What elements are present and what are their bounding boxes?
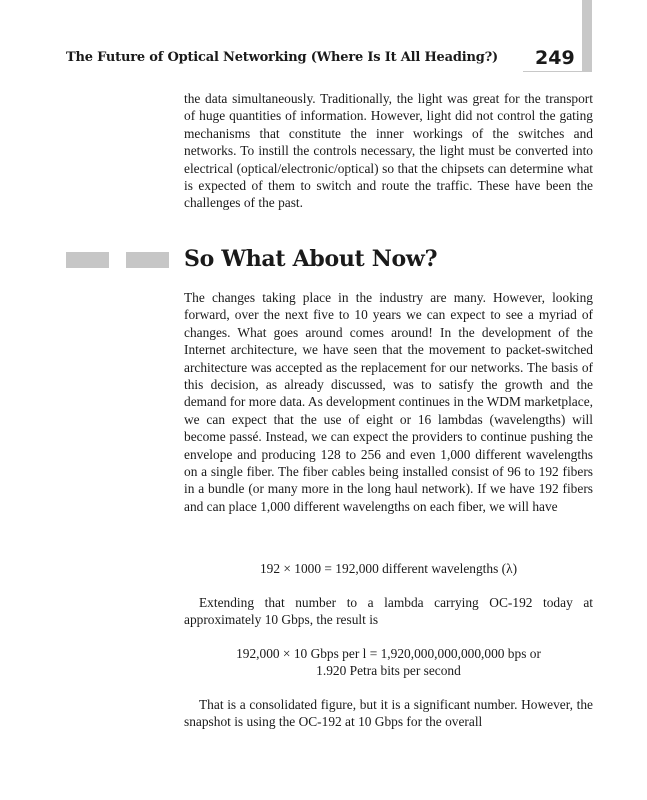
equation-throughput bbox=[184, 645, 593, 680]
header-horizontal-rule bbox=[523, 71, 592, 72]
section-paragraph-1 bbox=[184, 289, 593, 515]
header-vertical-rule bbox=[582, 0, 592, 72]
section-heading: So What About Now? bbox=[184, 246, 438, 272]
paragraph-text: The changes taking place in the industry are many. However, looking forward, over the next five to 10 years we can expect to see a myriad of changes. What goes around comes around! In the development of the Internet architecture, we have seen that the movement to packet-switched architecture was accepted as the replacement for our networks. The basis of this decision, as already discussed, was to satisfy the growth and the demand for more data. As development continues in the WDM marketplace, we can expect that the use of eight or 16 lambdas (wavelengths) will become passé. Instead, we can expect the providers to continue pushing the envelope and producing 128 to 256 and even 1,000 different wavelengths on a single fiber. The fiber cables being installed consist of 96 to 192 fibers in a bundle (or many more in the long haul network). If we have 192 fibers and can place 1,000 different wavelengths on each fiber, we will have bbox=[184, 290, 593, 514]
equation-line: 1.920 Petra bits per second bbox=[316, 663, 461, 679]
section-marker-bar bbox=[126, 252, 169, 268]
paragraph-text: Extending that number to a lambda carrying OC-192 today at approximately 10 Gbps, the result is bbox=[184, 595, 593, 628]
running-head: The Future of Optical Networking (Where Is It All Heading?) bbox=[66, 50, 498, 65]
section-marker-bar bbox=[66, 252, 109, 268]
section-paragraph-2 bbox=[184, 594, 593, 629]
paragraph-text: That is a consolidated figure, but it is a significant number. However, the snapshot is using the OC-192 at 10 Gbps for the overall bbox=[184, 697, 593, 730]
intro-paragraph bbox=[184, 90, 593, 212]
page-number: 249 bbox=[535, 47, 575, 69]
paragraph-text: the data simultaneously. Traditionally, the light was great for the transport of huge quantities of information. However, light did not control the gating mechanisms that constitute the inner workings of the switches and networks. To instill the controls necessary, the light must be converted into electrical (optical/electronic/optical) so that the chipsets can determine what is expected of them to switch and route the traffic. These have been the challenges of the past. bbox=[184, 91, 593, 211]
section-paragraph-3 bbox=[184, 696, 593, 731]
equation-wavelengths: 192 × 1000 = 192,000 different wavelengths (λ) bbox=[259, 561, 518, 576]
equation-line: 192,000 × 10 Gbps per l = 1,920,000,000,000,000 bps or bbox=[236, 646, 541, 661]
